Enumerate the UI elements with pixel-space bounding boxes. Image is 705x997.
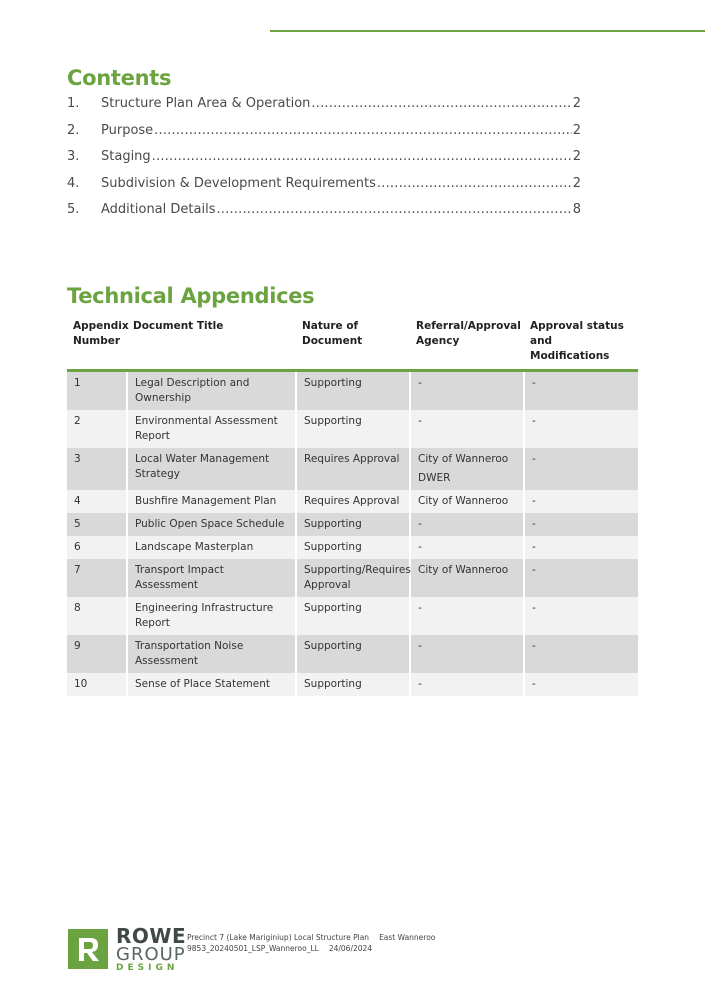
toc-entry[interactable] [67, 123, 581, 150]
toc-leader-dots [377, 176, 572, 191]
column-header-line: Appendix [73, 320, 129, 332]
document-title-cell: Sense of Place Statement [127, 673, 296, 696]
toc-entry-title[interactable]: Purpose [101, 122, 154, 138]
appendix-number-cell: 7 [67, 559, 127, 597]
footer-doc-title: Precinct 7 (Lake Mariginiup) Local Structure Plan [187, 933, 370, 942]
column-header-line: Referral/Approval [416, 320, 521, 332]
toc-entry-page: 8 [572, 202, 581, 217]
toc-leader-dots [152, 149, 572, 164]
column-header-line: Document [302, 335, 363, 347]
agency-cell [410, 635, 524, 673]
approval-status-cell: - [524, 559, 638, 597]
approval-status-cell: - [524, 673, 638, 696]
toc-entry-page: 2 [572, 149, 581, 164]
footer-doc-ref: 9853_20240501_LSP_Wanneroo_LL [187, 944, 319, 953]
technical-appendices-table [67, 314, 638, 696]
table-row [67, 597, 638, 635]
table-of-contents [67, 96, 581, 229]
column-header [67, 314, 127, 371]
appendix-number-cell: 4 [67, 490, 127, 513]
toc-entry-number: 2. [67, 122, 80, 138]
toc-leader-dots [311, 96, 571, 111]
agency-line: City of Wanneroo [418, 453, 509, 465]
toc-entry[interactable] [67, 202, 581, 229]
toc-entry-page: 2 [572, 122, 581, 138]
table-row [67, 371, 638, 411]
approval-status-cell: - [524, 448, 638, 490]
approval-status-cell: - [524, 635, 638, 673]
column-header-line: Approval status [530, 320, 624, 332]
column-header [524, 314, 638, 371]
document-title-cell: Transportation Noise Assessment [127, 635, 296, 673]
document-title-cell: Public Open Space Schedule [127, 513, 296, 536]
nature-cell: Requires Approval [296, 448, 410, 490]
toc-entry[interactable] [67, 176, 581, 203]
contents-heading: Contents [67, 66, 172, 90]
appendix-number-cell: 8 [67, 597, 127, 635]
brand-line-group: GROUP [116, 944, 186, 965]
table-row [67, 559, 638, 597]
document-title-cell: Local Water Management Strategy [127, 448, 296, 490]
toc-entry-page: 2 [572, 175, 581, 191]
appendix-number-cell: 3 [67, 448, 127, 490]
document-title-cell: Legal Description and Ownership [127, 371, 296, 411]
document-title-cell: Landscape Masterplan [127, 536, 296, 559]
rowe-group-wordmark [116, 924, 187, 974]
column-header [410, 314, 524, 371]
table-row [67, 490, 638, 513]
toc-entry-number: 5. [67, 202, 80, 217]
column-header-line: and Modifications [530, 335, 610, 362]
table-row [67, 536, 638, 559]
toc-entry-title[interactable]: Subdivision & Development Requirements [101, 175, 376, 191]
approval-status-cell: - [524, 490, 638, 513]
brand-line-rowe: ROWE [116, 924, 187, 948]
agency-cell [410, 513, 524, 536]
toc-leader-dots [154, 123, 572, 138]
toc-entry-title[interactable]: Staging [101, 149, 151, 164]
toc-entry-title[interactable]: Structure Plan Area & Operation [101, 96, 311, 111]
approval-status-cell: - [524, 597, 638, 635]
agency-line: City of Wanneroo [418, 564, 509, 576]
document-title-cell: Bushfire Management Plan [127, 490, 296, 513]
rowe-group-logo-mark [68, 929, 108, 969]
nature-cell: Supporting [296, 371, 410, 411]
column-header-line: Number [73, 335, 121, 347]
approval-status-cell: - [524, 536, 638, 559]
nature-cell: Supporting [296, 635, 410, 673]
toc-entry[interactable] [67, 96, 581, 123]
toc-entry-page: 2 [572, 96, 581, 111]
agency-line: City of Wanneroo [418, 495, 509, 507]
agency-cell [410, 673, 524, 696]
toc-leader-dots [216, 202, 571, 217]
toc-entry-title[interactable]: Additional Details [101, 202, 216, 217]
top-rule [270, 30, 705, 32]
column-header-line: Agency [416, 335, 460, 347]
toc-entry-number: 1. [67, 96, 80, 111]
table-row [67, 448, 638, 490]
agency-cell [410, 448, 524, 490]
appendix-number-cell: 2 [67, 410, 127, 448]
table-row [67, 635, 638, 673]
toc-entry-number: 4. [67, 175, 80, 191]
column-header [296, 314, 410, 371]
agency-cell [410, 597, 524, 635]
technical-appendices-heading: Technical Appendices [67, 284, 315, 308]
document-title-cell: Environmental Assessment Report [127, 410, 296, 448]
approval-status-cell: - [524, 371, 638, 411]
agency-cell [410, 559, 524, 597]
column-header-line: Nature of [302, 320, 359, 332]
nature-cell: Supporting [296, 673, 410, 696]
appendix-number-cell: 10 [67, 673, 127, 696]
table-header-row [67, 314, 638, 371]
brand-line-design: DESIGN [116, 963, 179, 973]
footer-text [187, 932, 435, 954]
footer-location: East Wanneroo [379, 933, 436, 942]
approval-status-cell: - [524, 410, 638, 448]
nature-cell: Supporting [296, 513, 410, 536]
appendix-number-cell: 9 [67, 635, 127, 673]
document-title-cell: Transport Impact Assessment [127, 559, 296, 597]
table-row [67, 673, 638, 696]
agency-line: - [418, 602, 422, 614]
agency-line: - [418, 640, 422, 652]
nature-cell: Supporting [296, 597, 410, 635]
toc-entry[interactable] [67, 149, 581, 176]
agency-line: - [418, 377, 422, 389]
agency-line: - [418, 678, 422, 690]
agency-line: - [418, 518, 422, 530]
column-header [127, 314, 296, 371]
document-title-cell: Engineering Infrastructure Report [127, 597, 296, 635]
agency-line: - [418, 541, 422, 553]
agency-line: DWER [418, 472, 451, 484]
column-header-line: Document Title [133, 320, 224, 332]
nature-cell: Requires Approval [296, 490, 410, 513]
nature-cell: Supporting [296, 536, 410, 559]
agency-cell [410, 536, 524, 559]
footer-date: 24/06/2024 [328, 944, 373, 953]
appendix-number-cell: 6 [67, 536, 127, 559]
appendix-number-cell: 5 [67, 513, 127, 536]
table-row [67, 513, 638, 536]
agency-cell [410, 490, 524, 513]
nature-cell: Supporting/Requires Approval [296, 559, 410, 597]
agency-cell [410, 371, 524, 411]
nature-cell: Supporting [296, 410, 410, 448]
appendix-number-cell: 1 [67, 371, 127, 411]
approval-status-cell: - [524, 513, 638, 536]
agency-line: - [418, 415, 422, 427]
toc-entry-number: 3. [67, 149, 80, 164]
table-row [67, 410, 638, 448]
agency-cell [410, 410, 524, 448]
